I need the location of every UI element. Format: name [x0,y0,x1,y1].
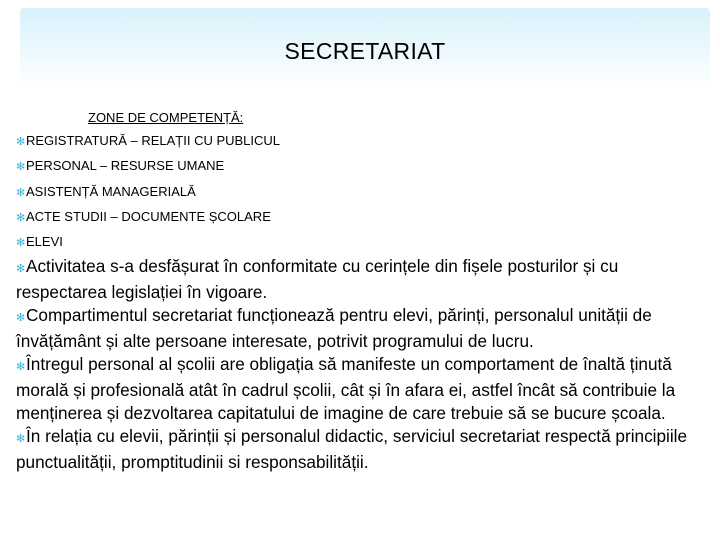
page-title: SECRETARIAT [284,38,446,64]
paragraph: ✻Activitatea s-a desfășurat în conformitate cu cerințele din fișele posturilor și cu respectarea legislației în vigoare. [16,256,619,302]
bullet-asterisk-icon: ✻ [16,161,26,174]
competence-heading: ZONE DE COMPETENȚĂ: [88,110,244,125]
body-paragraphs [16,255,706,474]
bullet-asterisk-icon: ✻ [16,312,26,324]
bullet-asterisk-icon: ✻ [16,211,26,224]
bullet-asterisk-icon: ✻ [16,237,26,250]
bullet-asterisk-icon: ✻ [16,263,26,275]
bullet-asterisk-icon: ✻ [16,136,26,149]
list-item: ✻ELEVI [16,230,696,255]
bullet-asterisk-icon: ✻ [16,186,26,199]
paragraph: ✻Compartimentul secretariat funcționează pentru elevi, părinți, personalul unității de învățământ și alte persoane interesate, potrivit programului de lucru. [16,305,652,351]
paragraph: ✻În relația cu elevii, părinții și personalul didactic, serviciul secretariat respectă principiile punctualității, promptitudinii si responsabilității. [16,426,688,472]
list-item: ✻PERSONAL – RESURSE UMANE [16,154,696,179]
paragraph: ✻Întregul personal al școlii are obligația să manifeste un comportament de înaltă ținută morală și profesională atât în cadrul școlii, cât și în afara ei, astfel încât să contribuie la menținerea și dezvoltarea capitatului de imagine de care trebuie să se bucure școala. [16,354,676,423]
bullet-asterisk-icon: ✻ [16,361,26,373]
bullet-asterisk-icon: ✻ [16,433,26,445]
competence-list [16,106,696,255]
list-item: ✻ACTE STUDII – DOCUMENTE ȘCOLARE [16,205,696,230]
list-item: ✻ASISTENȚĂ MANAGERIALĂ [16,180,696,205]
list-item: ✻REGISTRATURĂ – RELAȚII CU PUBLICUL [16,129,696,154]
